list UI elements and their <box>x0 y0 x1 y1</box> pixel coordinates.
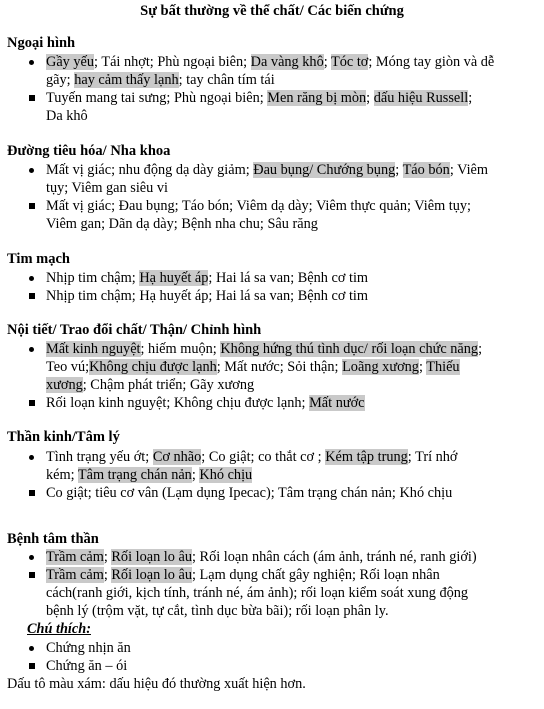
text-line <box>46 287 539 305</box>
section-heading: Đường tiêu hóa/ Nha khoa <box>7 143 171 159</box>
text-line <box>46 584 539 602</box>
text-segment: ; Mất nước; Sỏi thận; <box>216 359 343 375</box>
highlighted-text: Gầy yếu <box>46 54 95 70</box>
page-title: Sự bất thường về thể chất/ Các biến chứng <box>140 3 404 19</box>
section-heading: Thần kinh/Tâm lý <box>7 429 120 445</box>
text-segment: Teo vú; <box>46 359 90 375</box>
list-item-text <box>46 269 539 287</box>
text-segment: ; Móng tay giòn và dễ <box>368 54 495 70</box>
text-line <box>46 161 539 179</box>
text-line <box>46 566 539 584</box>
text-segment: ; Lạm dụng chất gây nghiện; Rối loạn nhân <box>192 567 440 583</box>
text-line <box>46 107 539 125</box>
legend-note: Dấu tô màu xám: dấu hiệu đó thường xuất hiện hơn. <box>7 676 306 692</box>
highlighted-text: Mất nước <box>309 395 365 411</box>
text-segment: ; <box>366 90 374 106</box>
text-line <box>46 197 539 215</box>
highlighted-text: dấu hiệu Russell <box>373 90 469 106</box>
highlighted-text: Trầm cảm <box>46 567 104 583</box>
text-segment: Mất vị giác; Đau bụng; Táo bón; Viêm dạ dày; Viêm thực quản; Viêm tụy; <box>46 198 472 214</box>
text-segment: ; <box>191 467 200 483</box>
highlighted-text: Mất kinh nguyệt <box>46 341 141 357</box>
legend-title: Chú thích: <box>27 621 91 637</box>
highlighted-text: Kém tập trung <box>325 449 408 465</box>
section-heading: Tim mạch <box>7 251 70 267</box>
list-item-text <box>46 548 539 566</box>
text-segment: ; Chậm phát triển; Gãy xương <box>82 377 255 393</box>
text-segment: Mất vị giác; nhu động dạ dày giảm; <box>46 162 254 178</box>
section-heading: Nội tiết/ Trao đổi chất/ Thận/ Chỉnh hình <box>7 322 262 338</box>
highlighted-text: Thiếu <box>426 359 460 375</box>
section-heading: Ngoại hình <box>7 35 76 51</box>
text-segment: tụy; Viêm gan siêu vi <box>46 180 168 196</box>
list-item-text <box>46 484 539 502</box>
text-line <box>46 179 539 197</box>
text-segment: ; Co giật; co thắt cơ ; <box>201 449 326 465</box>
text-segment: ; <box>468 90 473 106</box>
text-segment: Co giật; tiêu cơ vân (Lạm dụng Ipecac); Tâm trạng chán nản; Khó chịu <box>46 485 453 501</box>
list-item-text <box>46 340 539 394</box>
text-line <box>46 215 539 233</box>
text-segment: ; <box>395 162 403 178</box>
highlighted-text: Loãng xương <box>342 359 419 375</box>
text-line <box>46 71 539 89</box>
text-segment: Nhịp tim chậm; Hạ huyết áp; Hai lá sa van; Bệnh cơ tim <box>46 288 369 304</box>
text-line <box>46 340 539 358</box>
list-item-text <box>46 394 539 412</box>
text-segment: ; hiếm muộn; <box>140 341 221 357</box>
text-segment: ; Rối loạn nhân cách (ám ảnh, tránh né, ranh giới) <box>192 549 477 565</box>
text-line <box>46 602 539 620</box>
list-item-text <box>46 89 539 125</box>
text-line <box>46 484 539 502</box>
text-line <box>46 394 539 412</box>
text-line <box>46 53 539 71</box>
list-item-text <box>46 161 539 197</box>
text-segment: cách(ranh giới, kịch tính, tránh né, ám ảnh); rối loạn kiểm soát xung động <box>46 585 469 601</box>
text-segment: ; Tái nhợt; Phù ngoại biên; <box>94 54 251 70</box>
highlighted-text: Tâm trạng chán nản <box>77 467 192 483</box>
section-heading: Bệnh tâm thần <box>7 531 99 547</box>
highlighted-text: Trầm cảm <box>46 549 104 565</box>
text-line <box>46 269 539 287</box>
text-segment: ; Trí nhớ <box>407 449 458 465</box>
legend-item-label: Chứng nhịn ăn <box>46 640 131 656</box>
text-segment: Viêm gan; Dãn dạ dày; Bệnh nha chu; Sâu răng <box>46 216 318 232</box>
legend-item-label: Chứng ăn – ói <box>46 658 128 674</box>
list-item-text <box>46 566 539 620</box>
text-line <box>46 376 539 394</box>
text-segment: Da khô <box>46 108 88 124</box>
highlighted-text: Tóc tơ <box>331 54 369 70</box>
highlighted-text: Men răng bị mòn <box>267 90 367 106</box>
text-segment: ; tay chân tím tái <box>178 72 275 88</box>
text-line <box>46 89 539 107</box>
text-segment: bệnh lý (trộm vặt, tự cắt, tình dục bừa bãi); rối loạn phân ly. <box>46 603 389 619</box>
highlighted-text: hay cảm thấy lạnh <box>74 72 179 88</box>
highlighted-text: Không hứng thú tình dục/ rối loạn chức năng <box>220 341 479 357</box>
text-segment: ; <box>478 341 483 357</box>
highlighted-text: Hạ huyết áp <box>139 270 209 286</box>
highlighted-text: Đau bụng/ Chướng bụng <box>253 162 396 178</box>
text-segment: Tuyến mang tai sưng; Phù ngoại biên; <box>46 90 268 106</box>
text-segment: Rối loạn kinh nguyệt; Không chịu được lạnh; <box>46 395 310 411</box>
highlighted-text: Khó chịu <box>199 467 253 483</box>
highlighted-text: Không chịu được lạnh <box>89 359 217 375</box>
text-segment: Nhịp tim chậm; <box>46 270 140 286</box>
text-segment: gãy; <box>46 72 75 88</box>
text-line <box>46 448 539 466</box>
highlighted-text: Rối loạn lo âu <box>111 567 192 583</box>
text-line <box>46 358 539 376</box>
highlighted-text: Da vàng khô <box>250 54 324 70</box>
highlighted-text: xương <box>46 377 83 393</box>
list-item-text <box>46 287 539 305</box>
text-line <box>46 548 539 566</box>
text-segment: ; <box>323 54 332 70</box>
list-item-text <box>46 53 539 89</box>
text-segment: ; <box>103 549 112 565</box>
text-segment: ; Viêm <box>449 162 489 178</box>
highlighted-text: Rối loạn lo âu <box>111 549 192 565</box>
list-item-text <box>46 448 539 484</box>
text-segment: kém; <box>46 467 78 483</box>
highlighted-text: Cơ nhão <box>152 449 202 465</box>
list-item-text <box>46 197 539 233</box>
highlighted-text: Táo bón <box>402 162 450 178</box>
text-segment: ; <box>418 359 427 375</box>
text-segment: ; Hai lá sa van; Bệnh cơ tim <box>208 270 369 286</box>
text-segment: Tình trạng yếu ớt; <box>46 449 153 465</box>
text-segment: ; <box>103 567 112 583</box>
text-line <box>46 466 539 484</box>
